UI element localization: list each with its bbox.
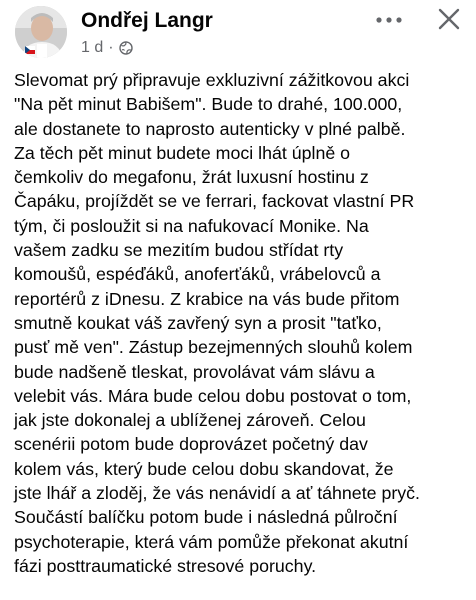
author-avatar[interactable] — [15, 6, 67, 58]
post-text-line: fázi posttraumatické stresové poruchy. — [14, 555, 317, 576]
post-header — [0, 0, 476, 66]
post-text — [14, 68, 470, 578]
post-text-line: jak jste dokonalej a ublíženej zároveň. Celou — [14, 410, 366, 431]
post-text-line: komoušů, espéďáků, anoferťáků, vrábelovců a — [14, 264, 381, 285]
post-text-line: pusť mě ven". Zástup bezejmenných slouhů kolem — [14, 337, 413, 358]
post-text-line: psychoterapie, která vám pomůže překonat akutní — [14, 531, 409, 552]
post-text-line: čemkoliv do megafonu, žrát luxusní hostinu z — [14, 167, 369, 188]
post-text-line: Za těch pět minut budete moci lhát úplně o — [14, 142, 351, 163]
post-text-line: scenérii potom bude doprovázet početný dav — [14, 434, 368, 455]
post-text-line: jste lhář a zloděj, že vás nenávidí a ať táhnete pryč. — [14, 483, 420, 504]
avatar-image — [15, 6, 67, 58]
post-text-line: "Na pět minut Babišem". Bude to drahé, 100.000, — [14, 94, 403, 115]
post-text-line: vašem zadku se mezitím budou střídat rty — [14, 240, 344, 261]
post-text-line: kolem vás, který bude celou dobu skandovat, že — [14, 458, 394, 479]
post-text-line: Čapáku, projíždět se ve ferrari, fackovat vlastní PR — [14, 191, 415, 212]
post-meta — [81, 38, 133, 58]
post-text-line: tým, či posloužit si na nafukovací Monike. Na — [14, 215, 369, 236]
meta-separator: · — [108, 39, 114, 56]
post-text-line: reportérů z iDnesu. Z krabice na vás bude přitom — [14, 288, 400, 309]
globe-icon[interactable] — [119, 41, 133, 55]
more-horizontal-icon[interactable] — [374, 10, 404, 30]
post-text-line: ale dostanete to naprosto autenticky v plné palbě. — [14, 118, 406, 139]
post-timestamp[interactable]: 1 d — [81, 39, 104, 56]
close-icon[interactable] — [436, 6, 462, 32]
author-name[interactable]: Ondřej Langr — [81, 9, 213, 32]
post-text-line: velebit vás. Mára bude celou dobu postovat o tom, — [14, 385, 412, 406]
post-text-line: Součástí balíčku potom bude i následná půlroční — [14, 507, 398, 528]
post-text-line: bude nadšeně tleskat, provolávat vám slávu a — [14, 361, 375, 382]
post-text-line: smutně koukat váš zavřený syn a prosit "taťko, — [14, 312, 382, 333]
post-text-line: Slevomat prý připravuje exkluzivní zážitkovou akci — [14, 70, 410, 90]
